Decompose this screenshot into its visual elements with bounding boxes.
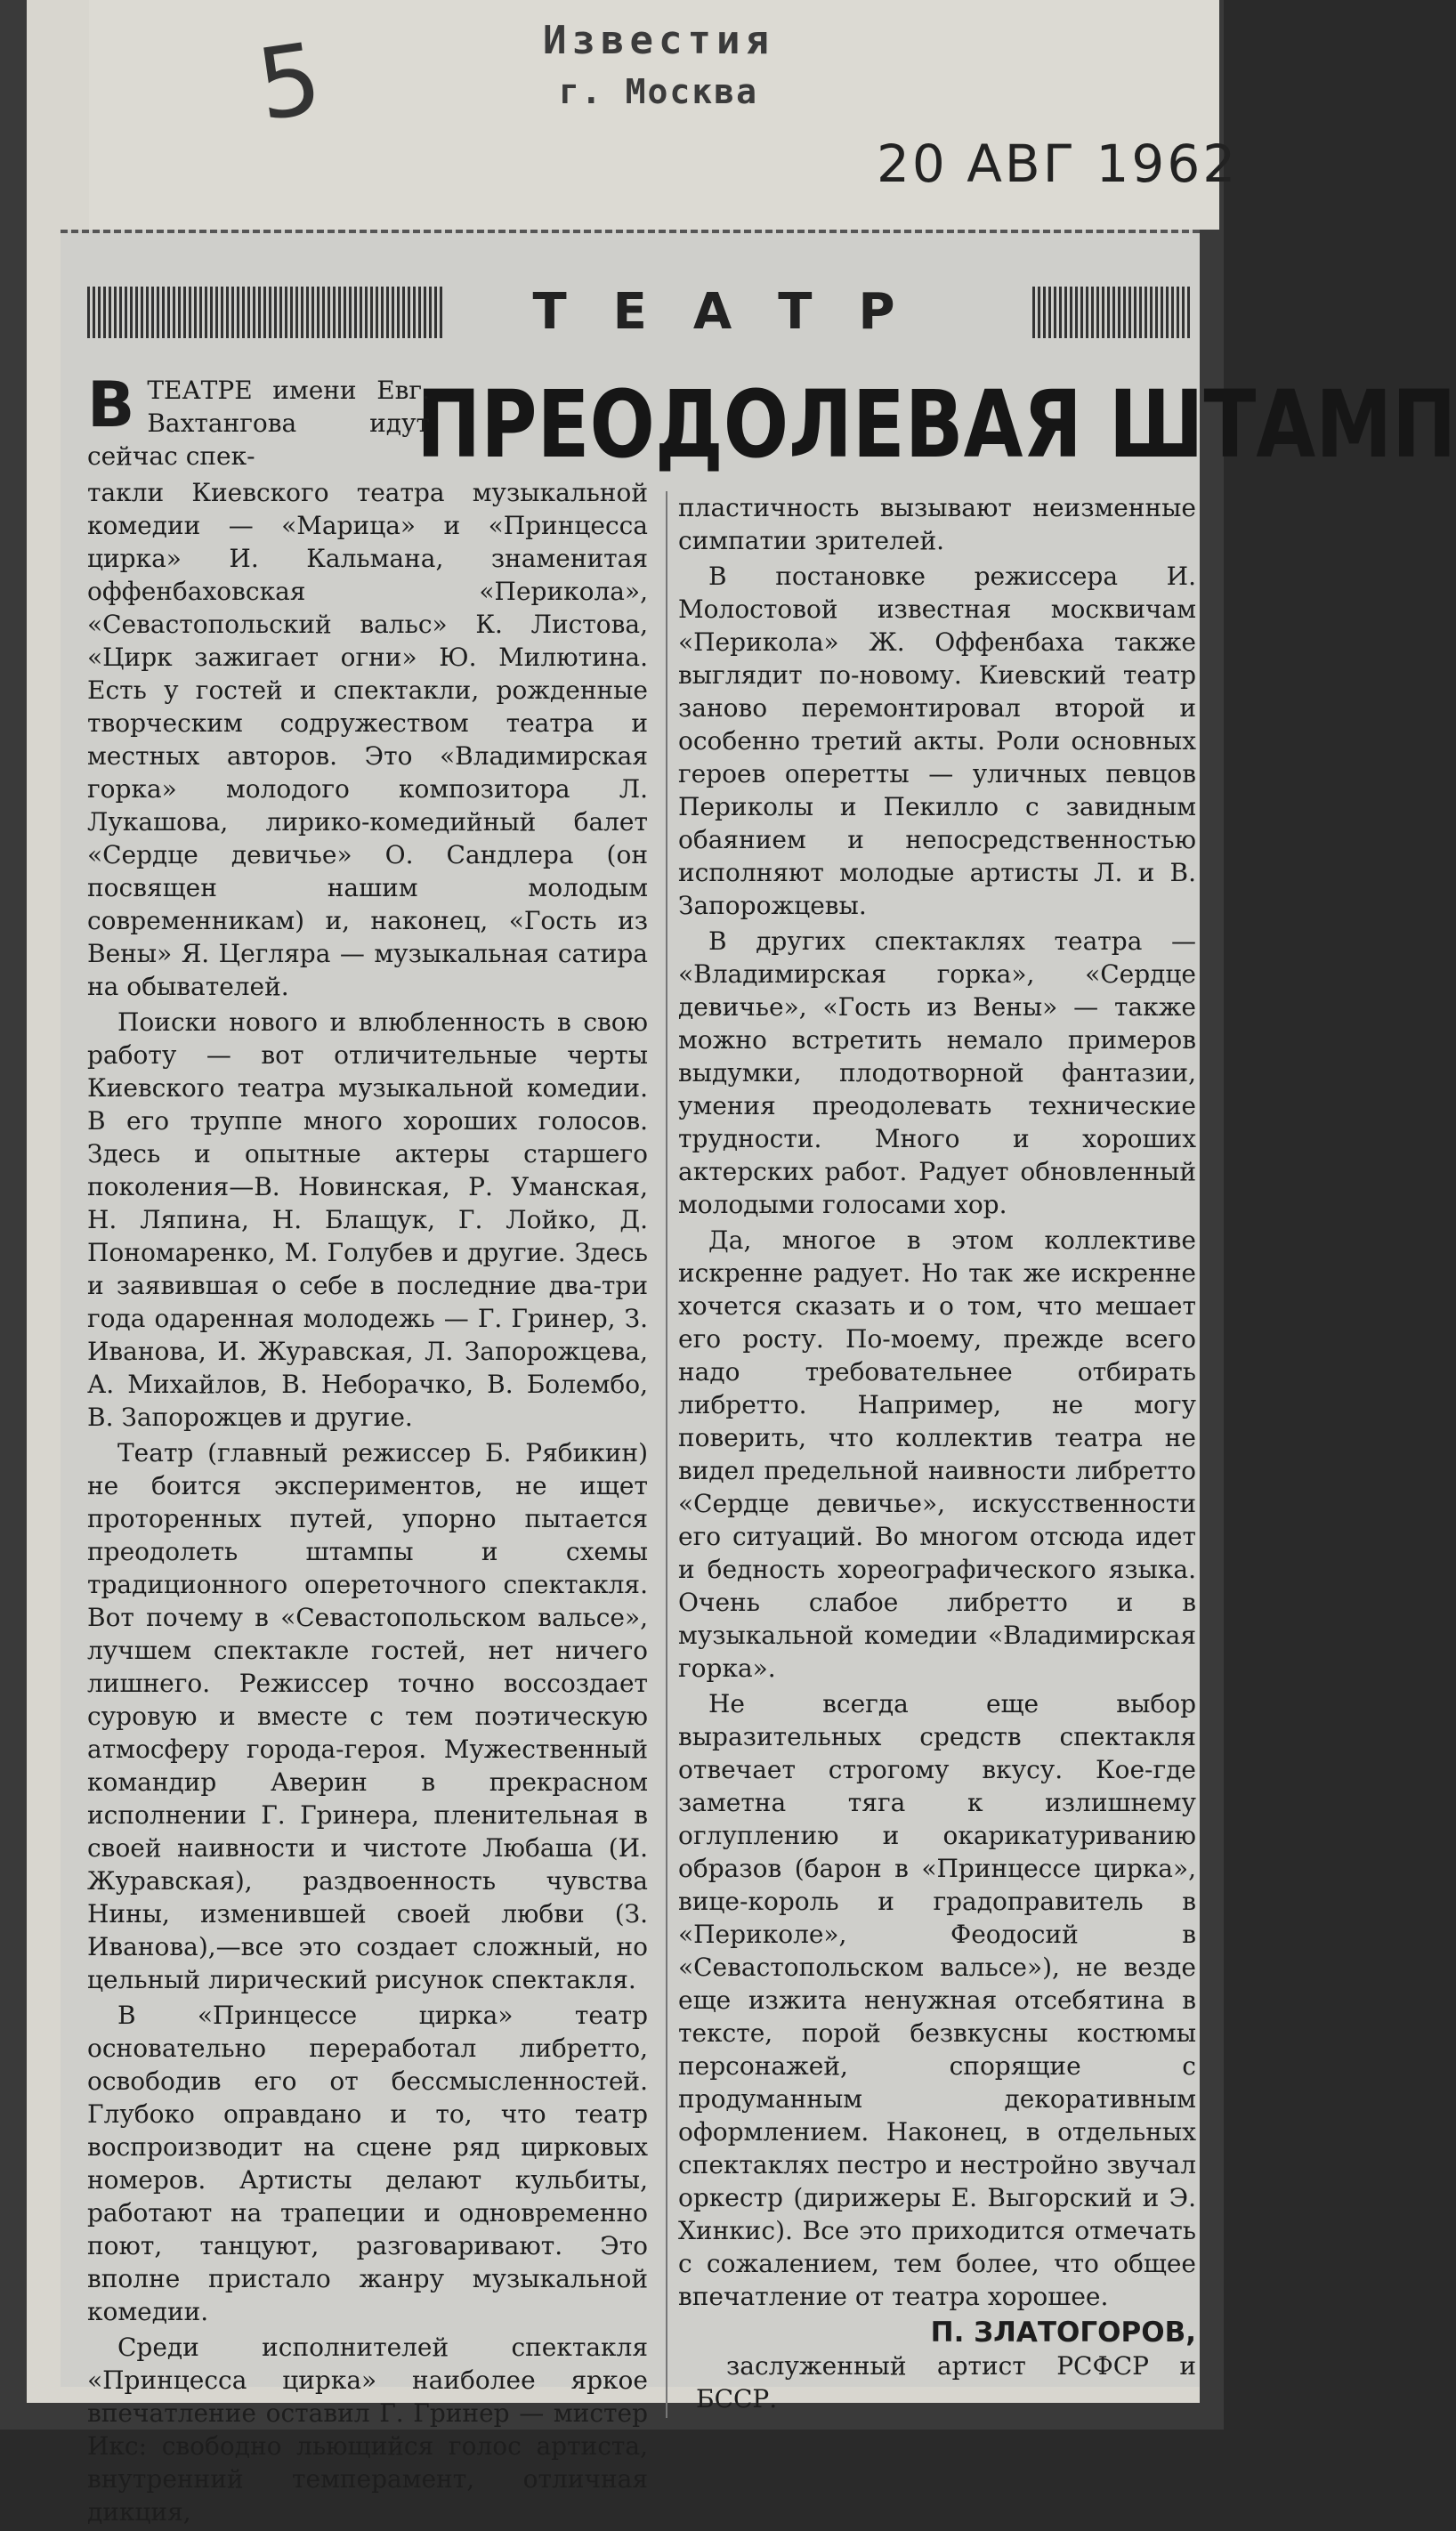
- paragraph: В «Принцессе цирка» театр основательно переработал либретто, освободив его от бессмысленностей. Глубоко оправдано и то, что театр воспроизводит на сцене ряд цирковых номеров. Артисты делают кульбиты, работают на трапеции и одновременно поют, танцуют, разговаривают. Это вполне пристало жанру музыкальной комедии.: [87, 2001, 648, 2326]
- paragraph: В постановке режиссера И. Молостовой известная москвичам «Перикола» Ж. Оффенбаха также выглядит по-новому. Киевский театр заново перемонтировал второй и особенно третий акты. Роли основных героев оперетты — уличных певцов Периколы и Пекилло с завидным обаянием и непосредственностью исполняют молодые артисты Л. и В. Запорожцевы.: [678, 562, 1196, 920]
- article-headline: ПРЕОДОЛЕВАЯ ШТАМП: [417, 370, 1456, 479]
- lead-start-text: ТЕАТРЕ имени Евг. Вахтангова идут сейчас спек-: [87, 376, 430, 471]
- paragraph: Среди исполнителей спектакля «Принцесса цирка» наиболее яркое впечатление оставил Г. Гринер — мистер Икс: свободно льющийся голос артиста, внутренний темперамент, отличная дикция,: [87, 2333, 648, 2527]
- newspaper-stamp: [472, 18, 845, 111]
- lead-paragraph: такли Киевского театра музыкальной комедии — «Марица» и «Принцесса цирка» И. Кальмана, знаменитая оффенбаховская «Перикола», «Севастопольский вальс» К. Листова, «Цирк зажигает огни» Ю. Милютина. Есть у гостей и спектакли, рожденные творческим содружеством театра и местных авторов. Это «Владимирская горка» молодого композитора Л. Лукашова, лирико-комедийный балет «Сердце девичье» О. Сандлера (он посвящен нашим молодым современникам) и, наконец, «Гость из Вены» Я. Цегляра — музыкальная сатира на обывателей.: [87, 478, 648, 1001]
- author-title: заслуженный артист РСФСР и БССР.: [696, 2351, 1196, 2414]
- author-signature: П. ЗЛАТОГОРОВ,: [930, 2317, 1196, 2349]
- paragraph: Да, многое в этом коллективе искренне радует. Но так же искренне хочется сказать и о том, что мешает его росту. По-моему, прежде всего надо требовательнее отбирать либретто. Например, не могу поверить, что коллектив театра не видел предельной наивности либретто «Сердце девичье», искусственности его ситуаций. Во многом отсюда идет и бедность хореографического языка. Очень слабое либретто и в музыкальной комедии «Владимирская горка».: [678, 1225, 1196, 1683]
- newspaper-clipping: [61, 230, 1456, 2527]
- rubric-title: ТЕАТР: [443, 287, 1031, 338]
- newspaper-name: Известия: [543, 18, 774, 63]
- drop-cap: В: [87, 368, 135, 441]
- lead-paragraph-start: [87, 368, 648, 476]
- paragraph-continuation: пластичность вызывают неизменные симпатии зрителей.: [678, 493, 1196, 555]
- paragraph: Не всегда еще выбор выразительных средств спектакля отвечает строгому вкусу. Кое-где заметна тяга к излишнему оглуплению и окарикатуриванию образов (барон в «Принцессе цирка», вице-король и градоправитель в «Периколе», Феодосий в «Севастопольском вальсе»), не везде еще изжита ненужная отсебятина в тексте, порой безвкусны костюмы персонажей, спорящие с продуманным декоративным оформлением. Наконец, в отдельных спектаклях пестро и нестройно звучал оркестр (дирижеры Е. Выгорский и Э. Хинкис). Все это приходится отмечать с сожалением, тем более, что общее впечатление от театра хорошее.: [678, 1689, 1196, 2311]
- pencil-mark: 5: [250, 20, 328, 143]
- right-column: [666, 491, 1196, 2418]
- left-column: [87, 368, 648, 2531]
- rubric-bar: [87, 283, 1191, 341]
- newspaper-city: г. Москва: [559, 72, 758, 111]
- paragraph: Поиски нового и влюбленность в свою работу — вот отличительные черты Киевского театра музыкальной комедии. В его труппе много хороших голосов. Здесь и опытные актеры старшего поколения—В. Новинская, Р. Уманская, Н. Ляпина, Н. Блащук, Г. Лойко, Д. Пономаренко, М. Голубев и другие. Здесь и заявившая о себе в последние два-три года одаренная молодежь — Г. Гринер, З. Иванова, И. Журавская, Л. Запорожцева, А. Михайлов, В. Неборачко, В. Болембо, В. Запорожцев и другие.: [87, 1007, 648, 1432]
- paragraph: В других спектаклях театра — «Владимирская горка», «Сердце девичье», «Гость из Вены» — также можно встретить немало примеров выдумки, плодотворной фантазии, умения преодолевать технические трудности. Много и хороших актерских работ. Радует обновленный молодыми голосами хор.: [678, 926, 1196, 1219]
- paragraph: Театр (главный режиссер Б. Рябикин) не боится экспериментов, не ищет проторенных путей, упорно пытается преодолеть штампы и схемы традиционного опереточного спектакля. Вот почему в «Севастопольском вальсе», лучшем спектакле гостей, нет ничего лишнего. Режиссер точно воссоздает суровую и вместе с тем поэтическую атмосферу города-героя. Мужественный командир Аверин в прекрасном исполнении Г. Гринера, пленительная в своей наивности и чистоте Любаша (И. Журавская), раздвоенность чувства Нины, изменившей своей любви (З. Иванова),—все это создает сложный, но цельный лирический рисунок спектакля.: [87, 1438, 648, 1994]
- date-stamp: 20 АВГ 1962: [877, 133, 1239, 194]
